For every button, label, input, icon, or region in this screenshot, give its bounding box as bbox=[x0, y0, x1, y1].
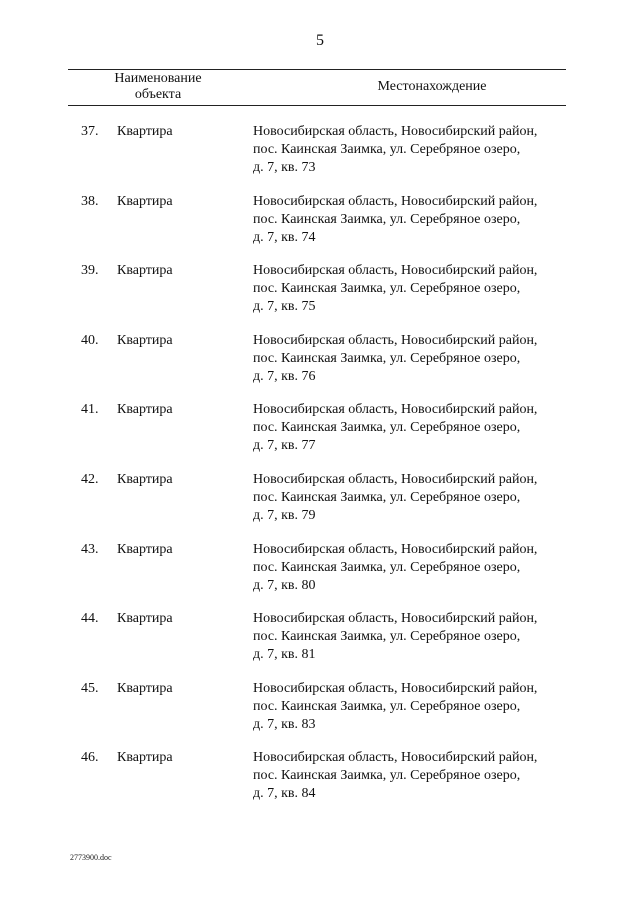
column-header-name-line1: Наименование bbox=[114, 71, 202, 86]
object-name: Квартира bbox=[117, 124, 173, 139]
row-number: 44. bbox=[81, 611, 99, 627]
location-line: пос. Каинская Заимка, ул. Серебряное озеро, bbox=[253, 142, 521, 157]
location-line: пос. Каинская Заимка, ул. Серебряное озеро, bbox=[253, 629, 521, 645]
object-location bbox=[253, 749, 573, 803]
row-number: 39. bbox=[81, 263, 99, 279]
location-line: пос. Каинская Заимка, ул. Серебряное озеро, bbox=[253, 768, 521, 784]
object-name: Квартира bbox=[117, 611, 173, 627]
table-header bbox=[68, 69, 566, 106]
object-location bbox=[253, 471, 573, 525]
location-line: пос. Каинская Заимка, ул. Серебряное озеро, bbox=[253, 420, 521, 436]
location-line: пос. Каинская Заимка, ул. Серебряное озеро, bbox=[253, 281, 521, 297]
location-line: д. 7, кв. 77 bbox=[253, 438, 316, 454]
row-number: 37. bbox=[81, 124, 99, 139]
table-row bbox=[0, 541, 640, 611]
location-line: Новосибирская область, Новосибирский район, bbox=[253, 124, 538, 139]
object-location bbox=[253, 610, 573, 664]
object-name: Квартира bbox=[117, 680, 173, 696]
location-line: Новосибирская область, Новосибирский район, bbox=[253, 402, 538, 418]
location-line: д. 7, кв. 76 bbox=[253, 368, 316, 384]
table-row bbox=[0, 749, 640, 819]
document-filename: 2773900.doc bbox=[70, 853, 112, 862]
location-line: д. 7, кв. 73 bbox=[253, 160, 316, 175]
row-number: 42. bbox=[81, 471, 99, 487]
table-row bbox=[0, 610, 640, 680]
location-line: пос. Каинская Заимка, ул. Серебряное озеро, bbox=[253, 350, 521, 366]
row-number: 46. bbox=[81, 750, 99, 766]
object-name: Квартира bbox=[117, 193, 173, 209]
row-number: 40. bbox=[81, 332, 99, 348]
location-line: д. 7, кв. 84 bbox=[253, 786, 316, 802]
location-line: д. 7, кв. 83 bbox=[253, 716, 316, 732]
object-name: Квартира bbox=[117, 402, 173, 418]
object-location bbox=[253, 262, 573, 316]
location-line: д. 7, кв. 80 bbox=[253, 577, 316, 593]
table-row bbox=[0, 193, 640, 263]
object-location bbox=[253, 332, 573, 386]
table-row bbox=[0, 332, 640, 402]
row-number: 45. bbox=[81, 680, 99, 696]
location-line: Новосибирская область, Новосибирский район, bbox=[253, 680, 538, 696]
location-line: д. 7, кв. 75 bbox=[253, 299, 316, 315]
object-name: Квартира bbox=[117, 332, 173, 348]
location-line: Новосибирская область, Новосибирский район, bbox=[253, 332, 538, 348]
column-header-location: Местонахождение bbox=[377, 79, 487, 94]
location-line: Новосибирская область, Новосибирский район, bbox=[253, 541, 538, 557]
table-row bbox=[0, 471, 640, 541]
object-location bbox=[253, 541, 573, 595]
location-line: пос. Каинская Заимка, ул. Серебряное озеро, bbox=[253, 211, 521, 227]
table-row bbox=[0, 262, 640, 332]
location-line: Новосибирская область, Новосибирский район, bbox=[253, 750, 538, 766]
row-number: 43. bbox=[81, 541, 99, 557]
object-location bbox=[253, 193, 573, 247]
location-line: пос. Каинская Заимка, ул. Серебряное озеро, bbox=[253, 489, 521, 505]
object-location bbox=[253, 401, 573, 455]
location-line: д. 7, кв. 81 bbox=[253, 647, 316, 663]
location-line: д. 7, кв. 79 bbox=[253, 507, 316, 523]
object-name: Квартира bbox=[117, 750, 173, 766]
column-header-name-line2: объекта bbox=[134, 87, 182, 102]
column-header-name bbox=[68, 71, 248, 103]
table-row bbox=[0, 123, 640, 193]
location-line: пос. Каинская Заимка, ул. Серебряное озеро, bbox=[253, 559, 521, 575]
object-location bbox=[253, 123, 573, 177]
object-name: Квартира bbox=[117, 541, 173, 557]
location-line: пос. Каинская Заимка, ул. Серебряное озеро, bbox=[253, 698, 521, 714]
object-name: Квартира bbox=[117, 263, 173, 279]
row-number: 41. bbox=[81, 402, 99, 418]
object-name: Квартира bbox=[117, 471, 173, 487]
object-location bbox=[253, 680, 573, 734]
table-row bbox=[0, 680, 640, 750]
page-number: 5 bbox=[316, 32, 324, 49]
location-line: Новосибирская область, Новосибирский район, bbox=[253, 263, 538, 279]
location-line: д. 7, кв. 74 bbox=[253, 229, 316, 245]
row-number: 38. bbox=[81, 193, 99, 209]
object-list bbox=[0, 123, 640, 819]
location-line: Новосибирская область, Новосибирский район, bbox=[253, 193, 538, 209]
location-line: Новосибирская область, Новосибирский район, bbox=[253, 471, 538, 487]
location-line: Новосибирская область, Новосибирский район, bbox=[253, 611, 538, 627]
table-row bbox=[0, 401, 640, 471]
